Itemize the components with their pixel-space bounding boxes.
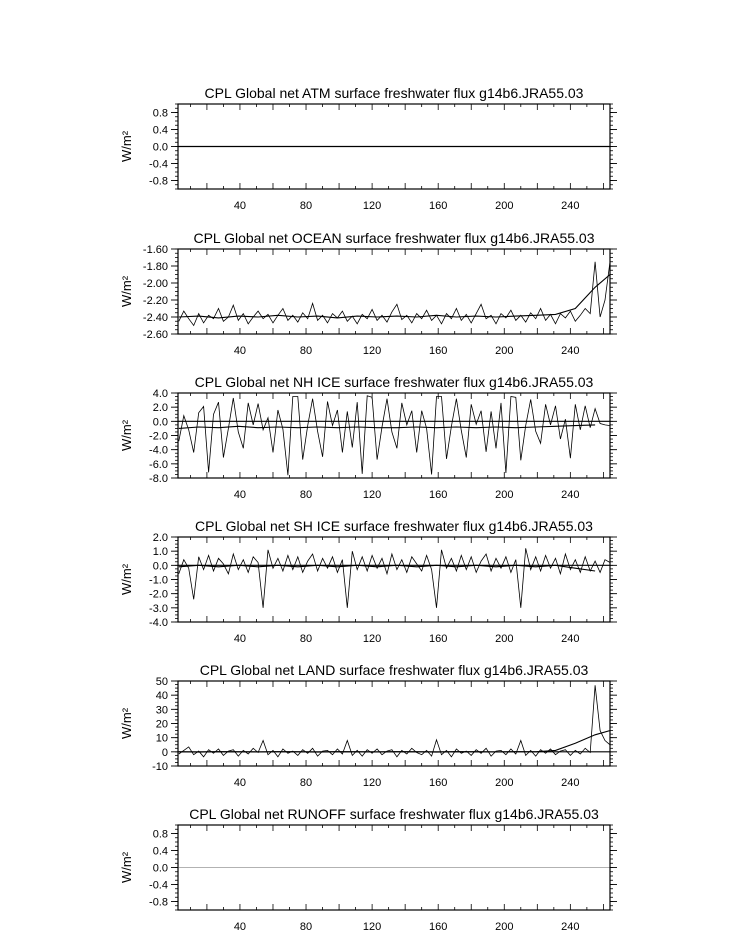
x-tick-label: 240 xyxy=(561,921,580,933)
y-axis-label: W/m² xyxy=(119,419,134,452)
plot-frame xyxy=(178,537,610,622)
x-tick-label: 200 xyxy=(495,921,514,933)
y-axis-label: W/m² xyxy=(119,707,134,740)
x-tick-label: 40 xyxy=(233,921,247,933)
panel-4 xyxy=(119,518,617,645)
y-tick-label: -3.0 xyxy=(149,602,168,615)
y-tick-label: 0.4 xyxy=(152,845,168,858)
y-tick-label: 0.8 xyxy=(152,107,168,120)
y-tick-label: 20 xyxy=(155,718,168,731)
chart-title: CPL Global net NH ICE surface freshwater flux g14b6.JRA55.03 xyxy=(194,374,594,390)
y-tick-label: -2.00 xyxy=(142,278,168,290)
y-tick-label: 0.8 xyxy=(152,828,168,841)
chart-title: CPL Global net LAND surface freshwater flux g14b6.JRA55.03 xyxy=(199,662,589,678)
y-tick-label: -6.0 xyxy=(149,458,168,471)
series-line-monthly xyxy=(179,685,610,757)
x-tick-label: 160 xyxy=(429,345,448,357)
x-tick-label: 200 xyxy=(495,633,514,645)
chart-title: CPL Global net ATM surface freshwater flux g14b6.JRA55.03 xyxy=(204,85,584,101)
x-tick-label: 200 xyxy=(495,489,514,501)
series-line-monthly xyxy=(179,548,610,608)
series-line-annual xyxy=(179,729,615,752)
y-tick-label: 0.0 xyxy=(152,862,168,875)
y-tick-label: 0.0 xyxy=(152,416,168,429)
x-tick-label: 240 xyxy=(561,345,580,357)
x-tick-label: 240 xyxy=(561,489,580,501)
x-tick-label: 240 xyxy=(561,777,580,789)
y-tick-label: 1.0 xyxy=(152,546,168,559)
x-tick-label: 40 xyxy=(233,777,247,789)
y-tick-label: 0.4 xyxy=(152,124,168,137)
y-tick-label: -1.0 xyxy=(149,574,168,587)
x-tick-label: 120 xyxy=(362,777,382,789)
y-axis-label: W/m² xyxy=(119,130,134,163)
x-tick-label: 120 xyxy=(362,200,382,212)
y-tick-label: 0.0 xyxy=(152,560,168,573)
x-tick-label: 200 xyxy=(495,777,514,789)
y-tick-label: 4.0 xyxy=(152,388,168,400)
y-axis-label: W/m² xyxy=(119,275,134,308)
y-tick-label: 30 xyxy=(155,704,168,717)
y-tick-label: -2.60 xyxy=(142,329,168,341)
y-tick-label: 0.0 xyxy=(152,141,168,154)
x-tick-label: 160 xyxy=(429,633,448,645)
x-tick-label: 80 xyxy=(299,633,313,645)
y-tick-label: -0.4 xyxy=(149,879,168,892)
x-tick-label: 120 xyxy=(362,489,382,501)
y-tick-label: 2.0 xyxy=(152,532,168,544)
panel-6 xyxy=(119,806,617,933)
x-tick-label: 80 xyxy=(299,489,313,501)
x-tick-label: 80 xyxy=(299,345,313,357)
y-tick-label: 0 xyxy=(161,746,168,759)
y-tick-label: -1.60 xyxy=(142,244,168,256)
series-line-monthly xyxy=(179,396,610,475)
y-tick-label: -0.8 xyxy=(149,175,168,188)
x-tick-label: 120 xyxy=(362,633,382,645)
y-tick-label: 50 xyxy=(155,676,168,688)
x-tick-label: 160 xyxy=(429,489,448,501)
x-tick-label: 80 xyxy=(299,200,313,212)
x-tick-label: 120 xyxy=(362,345,382,357)
y-tick-label: -2.20 xyxy=(142,295,168,307)
x-tick-label: 160 xyxy=(429,777,448,789)
panel-1 xyxy=(119,85,617,212)
series-line-annual xyxy=(179,425,595,429)
x-tick-label: 80 xyxy=(299,777,313,789)
y-axis-label: W/m² xyxy=(119,563,134,596)
x-tick-label: 200 xyxy=(495,345,514,357)
y-tick-label: 40 xyxy=(155,690,168,703)
y-tick-label: -0.8 xyxy=(149,896,168,909)
y-tick-label: -0.4 xyxy=(149,158,168,171)
x-tick-label: 240 xyxy=(561,200,580,212)
series-line-annual xyxy=(179,270,615,318)
x-tick-label: 40 xyxy=(233,489,247,501)
x-tick-label: 200 xyxy=(495,200,514,212)
y-tick-label: -1.80 xyxy=(142,261,168,273)
y-tick-label: -2.0 xyxy=(149,588,168,601)
x-tick-label: 40 xyxy=(233,633,247,645)
x-tick-label: 120 xyxy=(362,921,382,933)
chart-title: CPL Global net OCEAN surface freshwater flux g14b6.JRA55.03 xyxy=(193,230,595,246)
panel-2 xyxy=(119,230,617,357)
y-tick-label: -10 xyxy=(152,761,168,773)
plot-frame xyxy=(178,249,610,334)
x-tick-label: 240 xyxy=(561,633,580,645)
y-axis-label: W/m² xyxy=(119,851,134,884)
y-tick-label: 10 xyxy=(155,732,168,745)
series-line-annual xyxy=(179,565,595,571)
x-tick-label: 160 xyxy=(429,921,448,933)
x-tick-label: 40 xyxy=(233,345,247,357)
x-tick-label: 160 xyxy=(429,200,448,212)
chart-title: CPL Global net RUNOFF surface freshwater flux g14b6.JRA55.03 xyxy=(189,806,599,822)
y-tick-label: -2.40 xyxy=(142,312,168,324)
y-tick-label: -4.0 xyxy=(149,617,168,629)
y-tick-label: -8.0 xyxy=(149,473,168,485)
chart-title: CPL Global net SH ICE surface freshwater flux g14b6.JRA55.03 xyxy=(195,518,593,534)
x-tick-label: 80 xyxy=(299,921,313,933)
y-tick-label: 2.0 xyxy=(152,402,168,415)
y-tick-label: -2.0 xyxy=(149,430,168,443)
panel-3 xyxy=(119,374,617,501)
y-tick-label: -4.0 xyxy=(149,444,168,457)
x-tick-label: 40 xyxy=(233,200,247,212)
panel-5 xyxy=(119,662,617,789)
